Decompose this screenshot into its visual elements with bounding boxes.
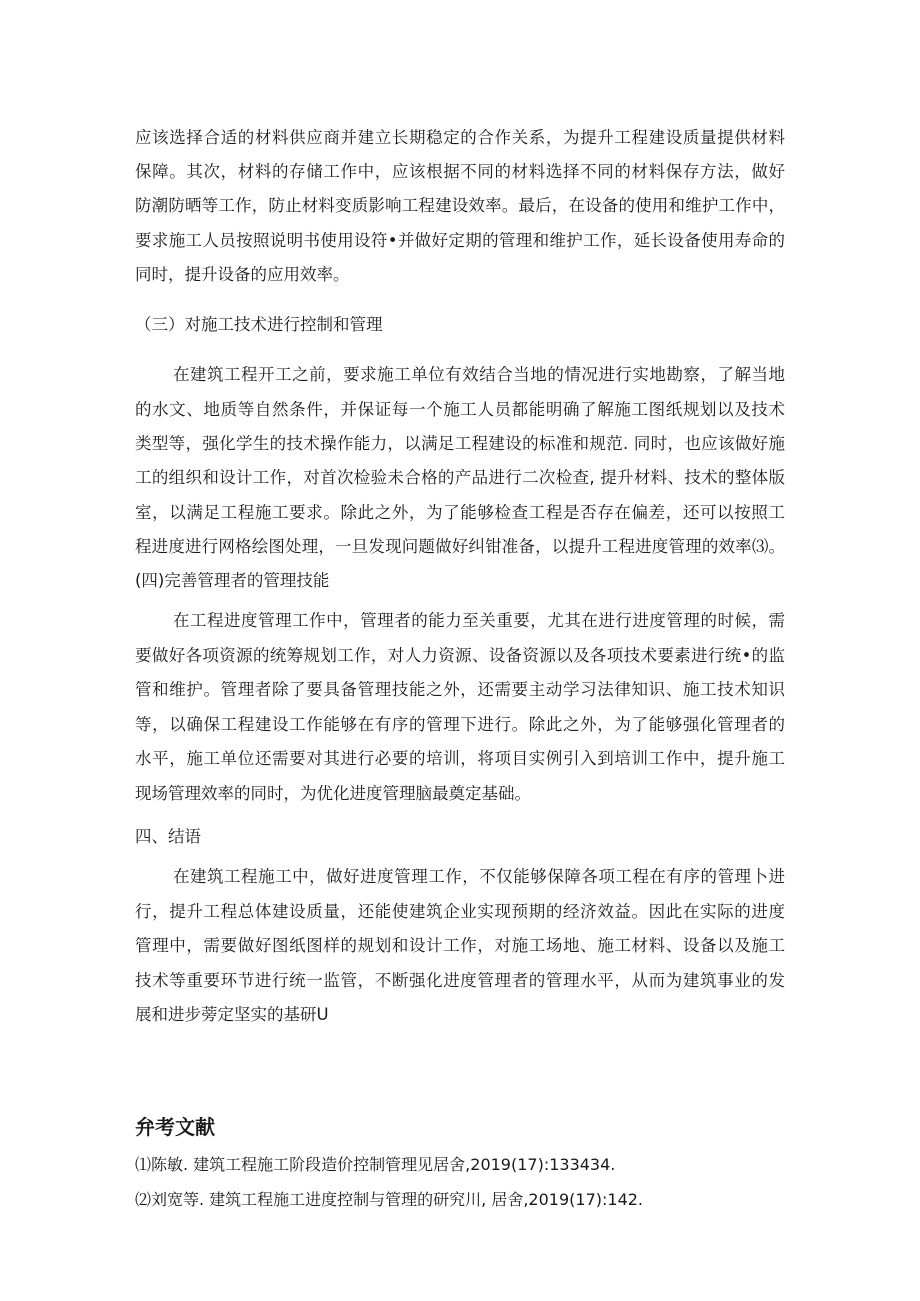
text-line: 管理中，需要做好图纸图样的规划和设计工作，对施工场地、施工材料、设备以及施工: [135, 936, 785, 955]
text-line: 水平，施工单位还需要对其进行必要的培训，将项目实例引入到培训工作中，提升施工: [135, 749, 785, 768]
text-line: 管和维护。管理者除了要具备管理技能之外，还需要主动学习法律知识、施工技术知识: [135, 680, 785, 699]
text-line: 在工程进度管理工作中，管理者的能力至关重要，尤其在进行进度管理的时候，需: [173, 611, 785, 630]
text-line: 展和进步蒡定坚实的基研U: [135, 1005, 329, 1024]
references-title: 弁考文献: [135, 1115, 215, 1139]
text-line: 要求施工人员按照说明书使用设符•并做好定期的管理和维护工作，延长设备使用寿命的: [135, 231, 785, 250]
reference-item: ⑴陈敏. 建筑工程施工阶段造价控制管理见居舍,2019(17):133434.: [135, 1155, 616, 1174]
text-line: 保障。其次，材料的存储工作中，应该根据不同的材料选择不同的材料保存方法，做好: [135, 162, 785, 181]
text-line: 同时，提升设备的应用效率。: [135, 265, 350, 284]
text-line: 在建筑工程开工之前，要求施工单位有效结合当地的情况进行实地勘察，了解当地: [173, 365, 785, 384]
text-line: 行，提升工程总体建设质量，还能使建筑企业实现预期的经济效益。因此在实际的进度: [135, 902, 785, 921]
section-heading-conclusion: 四、结语: [135, 827, 201, 846]
text-line: 的水文、地质等自然条件，并保证每一个施工人员都能明确了解施工图纸规划以及技术: [135, 400, 785, 419]
section-heading-4: (四)完善管理者的管理技能: [135, 571, 330, 590]
text-line: 类型等，强化学生的技术操作能力，以满足工程建设的标准和规范. 同时，也应该做好施: [135, 434, 785, 453]
reference-item: ⑵刘宽等. 建筑工程施工进度控制与管理的研究川, 居舍,2019(17):142.: [135, 1190, 644, 1209]
text-line: 在建筑工程施工中，做好进度管理工作，不仅能够保障各项工程在有序的管理卜进: [173, 867, 785, 886]
text-line: 工的组织和设计工作，对首次检验未合格的产品进行二次检查, 提升材料、技术的整体版: [135, 468, 785, 487]
text-line: 技术等重要环节进行统一监管，不断强化进度管理者的管理水平，从而为建筑事业的发: [135, 971, 785, 990]
text-line: 现场管理效率的同时，为优化进度管理脑最奠定基础。: [135, 784, 531, 803]
section-heading-3: （三）对施工技术进行控制和管理: [135, 315, 383, 334]
text-line: 等，以确保工程建设工作能够在有序的管理下进行。除此之外，为了能够强化管理者的: [135, 715, 785, 734]
text-line: 要做好各项资源的统筹规划工作，对人力资源、设备资源以及各项技术要素进行统•的监: [135, 646, 785, 665]
text-line: 程进度进行网格绘图处理，一旦发现问题做好纠钳准备，以提升工程进度管理的效率⑶。: [135, 537, 785, 556]
text-line: 应该选择合适的材料供应商并建立长期稳定的合作关系，为提升工程建设质量提供材料: [135, 128, 785, 147]
text-line: 室，以满足工程施工要求。除此之外，为了能够检查工程是否存在偏差，还可以按照工: [135, 503, 785, 522]
text-line: 防潮防晒等工作，防止材料变质影响工程建设效率。最后，在设备的使用和维护工作中，: [135, 196, 785, 215]
